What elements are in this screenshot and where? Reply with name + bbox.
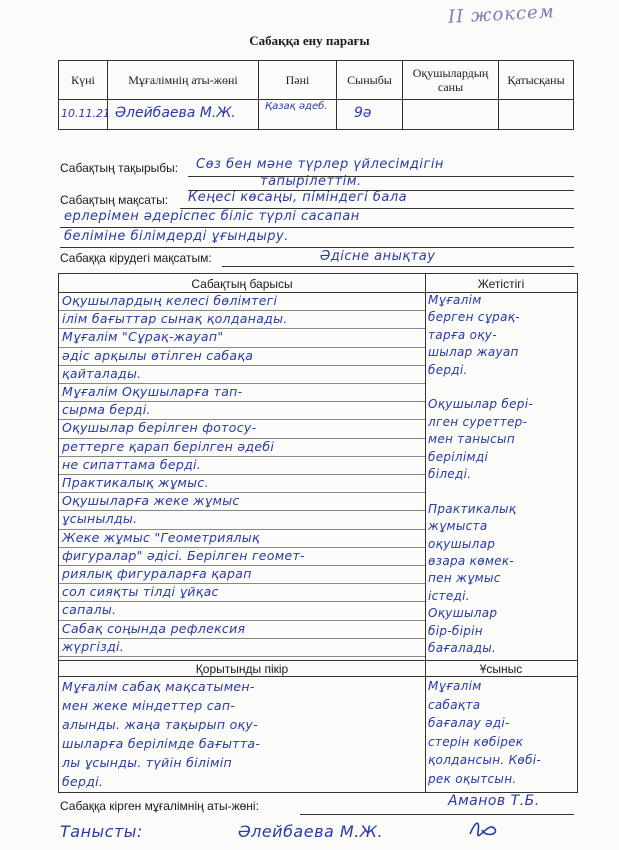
goal-line-3: беліміне білімдерді ұғындыру.: [64, 229, 289, 244]
col-students: Оқушылардың саны: [403, 61, 499, 99]
goal-label: Сабақтың мақсаты:: [60, 193, 169, 207]
progress-line: Оқушылар берілген фотосу-: [62, 420, 257, 436]
achievement-header: Жетістігі: [477, 277, 525, 291]
achievement-line: Оқушылар бері-: [428, 397, 533, 412]
achievement-line: жұмыста: [428, 519, 488, 534]
suggestion-header: Ұсыныс: [479, 662, 523, 676]
progress-line: риялық фигураларға қарап: [62, 566, 252, 581]
header-table: [58, 60, 574, 130]
suggestion-line: рек оқытсын.: [428, 771, 517, 786]
suggestion-line: сабақта: [428, 697, 481, 712]
achievement-line: берді.: [428, 362, 468, 377]
cell-grade: 9ә: [354, 105, 372, 121]
summary-line: лы ұсынды. түйін біліміп: [62, 755, 232, 770]
cell-date: 10.11.21: [61, 107, 110, 120]
achievement-line: оқушылар: [428, 536, 496, 551]
achievement-line: бір-бірін: [428, 623, 483, 638]
cell-teacher: Әлейбаева М.Ж.: [115, 105, 236, 121]
visitor-goal-label: Сабаққа кірудегі мақсатым:: [60, 251, 212, 265]
progress-line: не сипаттама берді.: [62, 456, 202, 472]
achievement-line: шылар жауап: [428, 345, 519, 360]
progress-line: Мұғалім Оқушыларға тап-: [62, 384, 243, 399]
progress-line: фигуралар" әдісі. Берілген геомет-: [62, 547, 305, 563]
topic-line-2: тапырілеттім.: [260, 174, 362, 189]
achievement-line: Мұғалім: [428, 293, 482, 307]
achievement-line: өзара көмек-: [428, 554, 515, 568]
progress-line: әдіс арқылы өтілген сабақа: [62, 347, 254, 363]
progress-line: Мұғалім "Сұрақ-жауап": [62, 329, 224, 345]
achievement-line: бағалады.: [428, 641, 497, 655]
suggestion-line: бағалау әді-: [428, 716, 510, 730]
cell-subject: Қазақ әдеб.: [265, 101, 328, 112]
achievement-line: пен жұмыс: [428, 571, 501, 586]
familiarized-label: Танысты:: [60, 822, 143, 841]
achievement-line: біледі.: [428, 467, 472, 481]
progress-line: Практикалық жұмыс.: [62, 475, 209, 490]
corner-note: II жоксем: [447, 1, 556, 28]
col-attended: Қатысқаны: [507, 73, 565, 87]
topic-label: Сабақтың тақырыбы:: [60, 161, 179, 175]
visitor-value: Аманов Т.Б.: [448, 793, 540, 809]
progress-line: ұсынылды.: [62, 511, 138, 527]
ruled-line: [59, 656, 425, 657]
progress-line: қайталады.: [62, 365, 142, 381]
visitor-label: Сабаққа кірген мұғалімнің аты-жөні:: [60, 799, 259, 813]
progress-line: Оқушыларға жеке жұмыс: [62, 493, 240, 509]
achievement-line: Оқушылар: [428, 606, 498, 621]
header-row: [59, 61, 573, 100]
summary-line: берді.: [62, 774, 104, 789]
achievement-line: мен танысып: [428, 432, 515, 447]
page-title: Сабаққа ену парағы: [249, 33, 370, 48]
progress-line: Оқушылардың келесі бөлімтегі: [62, 293, 278, 308]
progress-line: сырма берді.: [62, 402, 151, 418]
col-teacher: Мұғалімнің аты-жөні: [108, 61, 259, 99]
col-date: Күні: [59, 61, 108, 99]
achievement-line: тарға оқу-: [428, 327, 497, 342]
progress-line: жүргізді.: [62, 638, 125, 654]
summary-header: Қорытынды пікір: [195, 662, 289, 676]
progress-line: сапалы.: [62, 602, 117, 618]
summary-line: Мұғалім сабақ мақсатымен-: [62, 679, 255, 694]
suggestion-line: қолдансын. Көбі-: [428, 753, 542, 767]
progress-line: Сабақ соңында рефлексия: [62, 620, 246, 636]
col-subject: Пәні: [259, 61, 337, 99]
col-grade: Сыныбы: [337, 61, 403, 99]
achievement-line: лген суреттер-: [428, 414, 528, 429]
goal-line-2: ерлерімен әдеріспес біліс түрлі сасапан: [64, 209, 360, 224]
summary-line: алынды. жаңа тақырып оқу-: [62, 717, 258, 732]
achievement-line: Практикалық: [428, 501, 517, 516]
suggestion-line: Мұғалім: [428, 679, 482, 693]
progress-header: Сабақтың барысы: [191, 277, 293, 291]
progress-line: Жеке жұмыс "Геометриялық: [62, 529, 260, 545]
achievement-line: берілімді: [428, 449, 489, 464]
progress-line: сол сияқты тілді ұйқас: [62, 584, 219, 600]
progress-line: реттерге қарап берілген әдебі: [62, 438, 275, 454]
familiarized-value: Әлейбаева М.Ж.: [238, 822, 384, 841]
topic-line-1: Сөз бен мәне түрлер үйлесімдігін: [196, 157, 444, 172]
achievement-line: істеді.: [428, 588, 470, 603]
suggestion-line: стерін көбірек: [428, 734, 524, 749]
summary-line: мен жеке міндеттер сап-: [62, 698, 236, 713]
summary-line: шыларға берілімде бағытта-: [62, 736, 261, 751]
visitor-goal-value: Әдісне анықтау: [320, 249, 436, 264]
goal-line-1: Кеңесі көсаңы, піміндегі бала: [188, 190, 408, 205]
achievement-line: берген сұрақ-: [428, 310, 520, 325]
signature: [468, 818, 498, 840]
progress-line: ілім бағыттар сынақ қолданады.: [62, 311, 288, 327]
